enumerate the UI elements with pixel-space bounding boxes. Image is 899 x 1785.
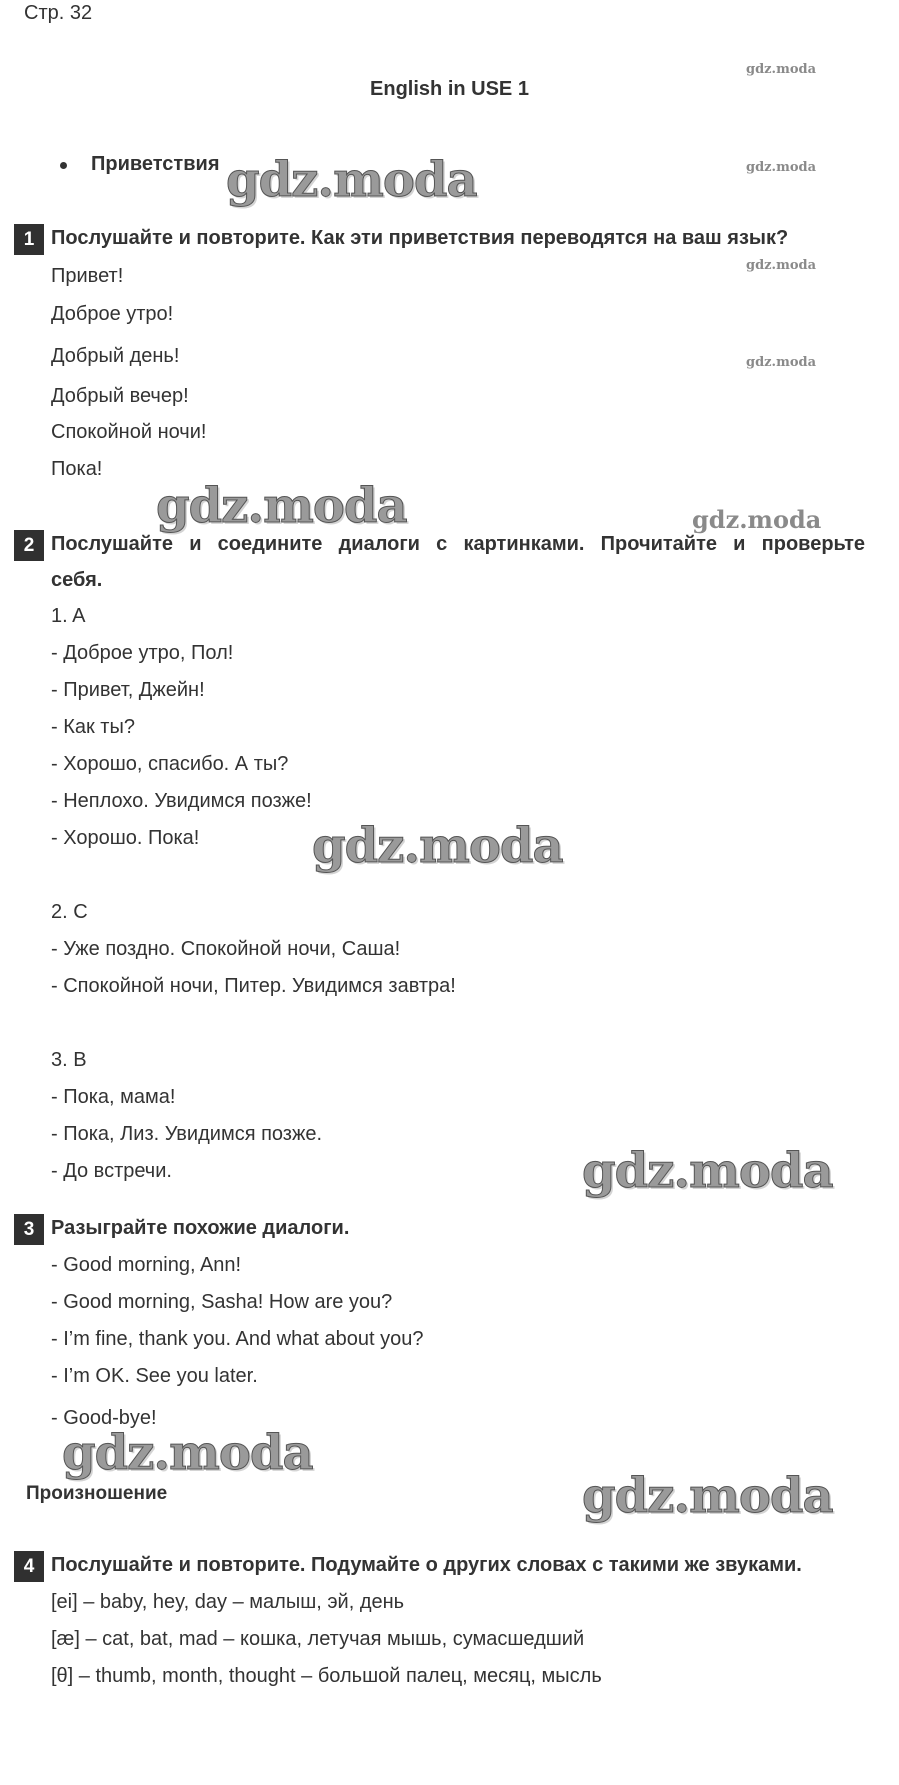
ex1-line: Привет! [51,265,124,287]
dialogue-line: - Спокойной ночи, Питер. Увидимся завтра! [51,975,456,997]
ex1-line: Доброе утро! [51,303,174,325]
section-heading-greetings: Приветствия [91,153,220,175]
dialogue-label: 1. A [51,605,86,627]
dialogue-line: - Пока, мама! [51,1086,176,1108]
dialogue-line: - Пока, Лиз. Увидимся позже. [51,1123,323,1145]
dialogue-line: - I’m fine, thank you. And what about you? [51,1328,424,1350]
exercise-number-1: 1 [14,224,44,255]
section-heading-pronunciation: Произношение [26,1483,168,1504]
dialogue-line: - Good morning, Ann! [51,1254,242,1276]
exercise-2-heading-cont: себя. [51,569,103,591]
watermark: gdz.moda [692,505,822,534]
ex1-line: Добрый день! [51,345,180,367]
watermark: gdz.moda [156,478,407,534]
dialogue-label: 2. C [51,901,88,923]
dialogue-line: - До встречи. [51,1160,172,1182]
ex1-line: Спокойной ночи! [51,421,207,443]
page-title: English in USE 1 [370,78,529,100]
phonetic-line: [ei] – baby, hey, day – малыш, эй, день [51,1591,405,1613]
watermark: gdz.moda [62,1425,313,1481]
exercise-number-3: 3 [14,1214,44,1245]
dialogue-line: - Good-bye! [51,1407,157,1429]
watermark: gdz.moda [746,62,817,77]
bullet-icon [60,162,67,169]
watermark: gdz.moda [746,258,817,273]
ex1-line: Пока! [51,458,103,480]
exercise-number-4: 4 [14,1551,44,1582]
page-label: Стр. 32 [24,2,93,24]
phonetic-line: [æ] – cat, bat, mad – кошка, летучая мышь, сумасшедший [51,1628,585,1650]
dialogue-line: - Уже поздно. Спокойной ночи, Саша! [51,938,401,960]
dialogue-label: 3. B [51,1049,87,1071]
exercise-number-2: 2 [14,530,44,561]
dialogue-line: - Как ты? [51,716,135,738]
watermark: gdz.moda [746,160,817,175]
dialogue-line: - Неплохо. Увидимся позже! [51,790,312,812]
dialogue-line: - Доброе утро, Пол! [51,642,234,664]
dialogue-line: - Good morning, Sasha! How are you? [51,1291,393,1313]
dialogue-line: - Привет, Джейн! [51,679,205,701]
exercise-3-heading: Разыграйте похожие диалоги. [51,1217,350,1239]
watermark: gdz.moda [582,1143,833,1199]
exercise-1-heading: Послушайте и повторите. Как эти приветствия переводятся на ваш язык? [51,227,789,249]
dialogue-line: - I’m OK. See you later. [51,1365,258,1387]
watermark: gdz.moda [582,1468,833,1524]
watermark: gdz.moda [226,152,477,208]
watermark: gdz.moda [312,818,563,874]
phonetic-line: [θ] – thumb, month, thought – большой палец, месяц, мысль [51,1665,602,1687]
exercise-4-heading: Послушайте и повторите. Подумайте о других словах с такими же звуками. [51,1554,802,1576]
dialogue-line: - Хорошо, спасибо. А ты? [51,753,289,775]
dialogue-line: - Хорошо. Пока! [51,827,200,849]
ex1-line: Добрый вечер! [51,385,189,407]
exercise-2-heading: Послушайте и соедините диалоги с картинками. Прочитайте и проверьте [51,533,865,555]
watermark: gdz.moda [746,355,817,370]
